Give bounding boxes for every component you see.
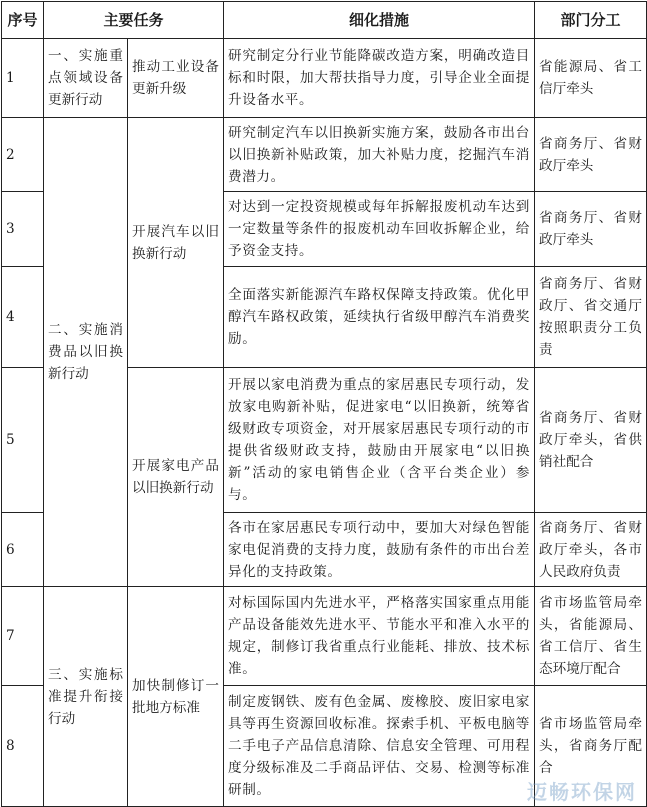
dept-cell: 省商务厅、省财政厅牵头，省供销社配合 [535,368,647,513]
measure-cell: 研究制定汽车以旧换新实施方案，鼓励各市出台以旧换新补贴政策，加大补贴力度，挖掘汽车消费潜力。 [224,118,535,192]
row-seq: 8 [2,686,44,807]
subtask-auto: 开展汽车以旧换新行动 [128,118,224,368]
subtask-standards: 加快制修订一批地方标准 [128,587,224,807]
row-seq: 2 [2,118,44,192]
dept-cell: 省商务厅、省财政厅牵头 [535,192,647,267]
measure-cell: 开展以家电消费为重点的家居惠民专项行动，发放家电购新补贴，促进家电“以旧换新，统筹省级财政专项资金，对开展家居惠民专项行动的市提供省级财政支持，鼓励由开展家电“以旧换新”活动的家电销售企业（含平台类企业）参与。 [224,368,535,513]
header-dept: 部门分工 [535,2,647,39]
dept-cell: 省能源局、省工信厅牵头 [535,39,647,118]
watermark-logo: 迈畅环保网 [527,780,637,804]
measure-cell: 全面落实新能源汽车路权保障支持政策。优化甲醇汽车路权政策，延续执行省级甲醇汽车消费奖励。 [224,267,535,368]
table-row [2,39,647,118]
measure-cell: 研究制定分行业节能降碳改造方案，明确改造目标和时限，加大帮扶指导力度，引导企业全面提升设备水平。 [224,39,535,118]
measure-cell: 对达到一定投资规模或每年拆解报废机动车达到一定数量等条件的报废机动车回收拆解企业，给予资金支持。 [224,192,535,267]
dept-cell: 省商务厅、省财政厅牵头 [535,118,647,192]
dept-cell: 省市场监管局牵头，省能源局、省工信厅、省生态环境厅配合 [535,587,647,686]
dept-cell: 省商务厅、省财政厅、省交通厅按照职责分工负责 [535,267,647,368]
row-seq: 4 [2,267,44,368]
row-seq: 3 [2,192,44,267]
header-measure: 细化措施 [224,2,535,39]
group-task-3: 三、实施标准提升衔接行动 [44,587,128,807]
subtask-appliance: 开展家电产品以旧换新行动 [128,368,224,587]
measure-cell: 对标国际国内先进水平，严格落实国家重点用能产品设备能效先进水平、节能水平和准入水平的规定，制修订我省重点行业能耗、排放、技术标准。 [224,587,535,686]
group-task-1: 一、实施重点领域设备更新行动 [44,39,128,118]
header-seq: 序号 [2,2,44,39]
table-row [2,118,647,192]
measure-cell: 各市在家居惠民专项行动中，要加大对绿色智能家电促消费的支持力度，鼓励有条件的市出台差异化的支持政策。 [224,513,535,587]
row-seq: 1 [2,39,44,118]
row-seq: 5 [2,368,44,513]
group-task-2: 二、实施消费品以旧换新行动 [44,118,128,587]
row-seq: 6 [2,513,44,587]
header-main-task: 主要任务 [44,2,224,39]
subtask-industrial: 推动工业设备更新升级 [128,39,224,118]
measure-cell: 制定废钢铁、废有色金属、废橡胶、废旧家电家具等再生资源回收标准。探索手机、平板电脑等二手电子产品信息清除、信息安全管理、可用程度分级标准及二手商品评估、交易、检测等标准研制。 [224,686,535,807]
dept-cell: 省商务厅、省财政厅牵头，各市人民政府负责 [535,513,647,587]
dept-cell: 省市场监管局牵头，省商务厅配合 [535,686,647,807]
row-seq: 7 [2,587,44,686]
table-row [2,587,647,686]
header-row [2,2,647,39]
policy-table [1,1,647,807]
